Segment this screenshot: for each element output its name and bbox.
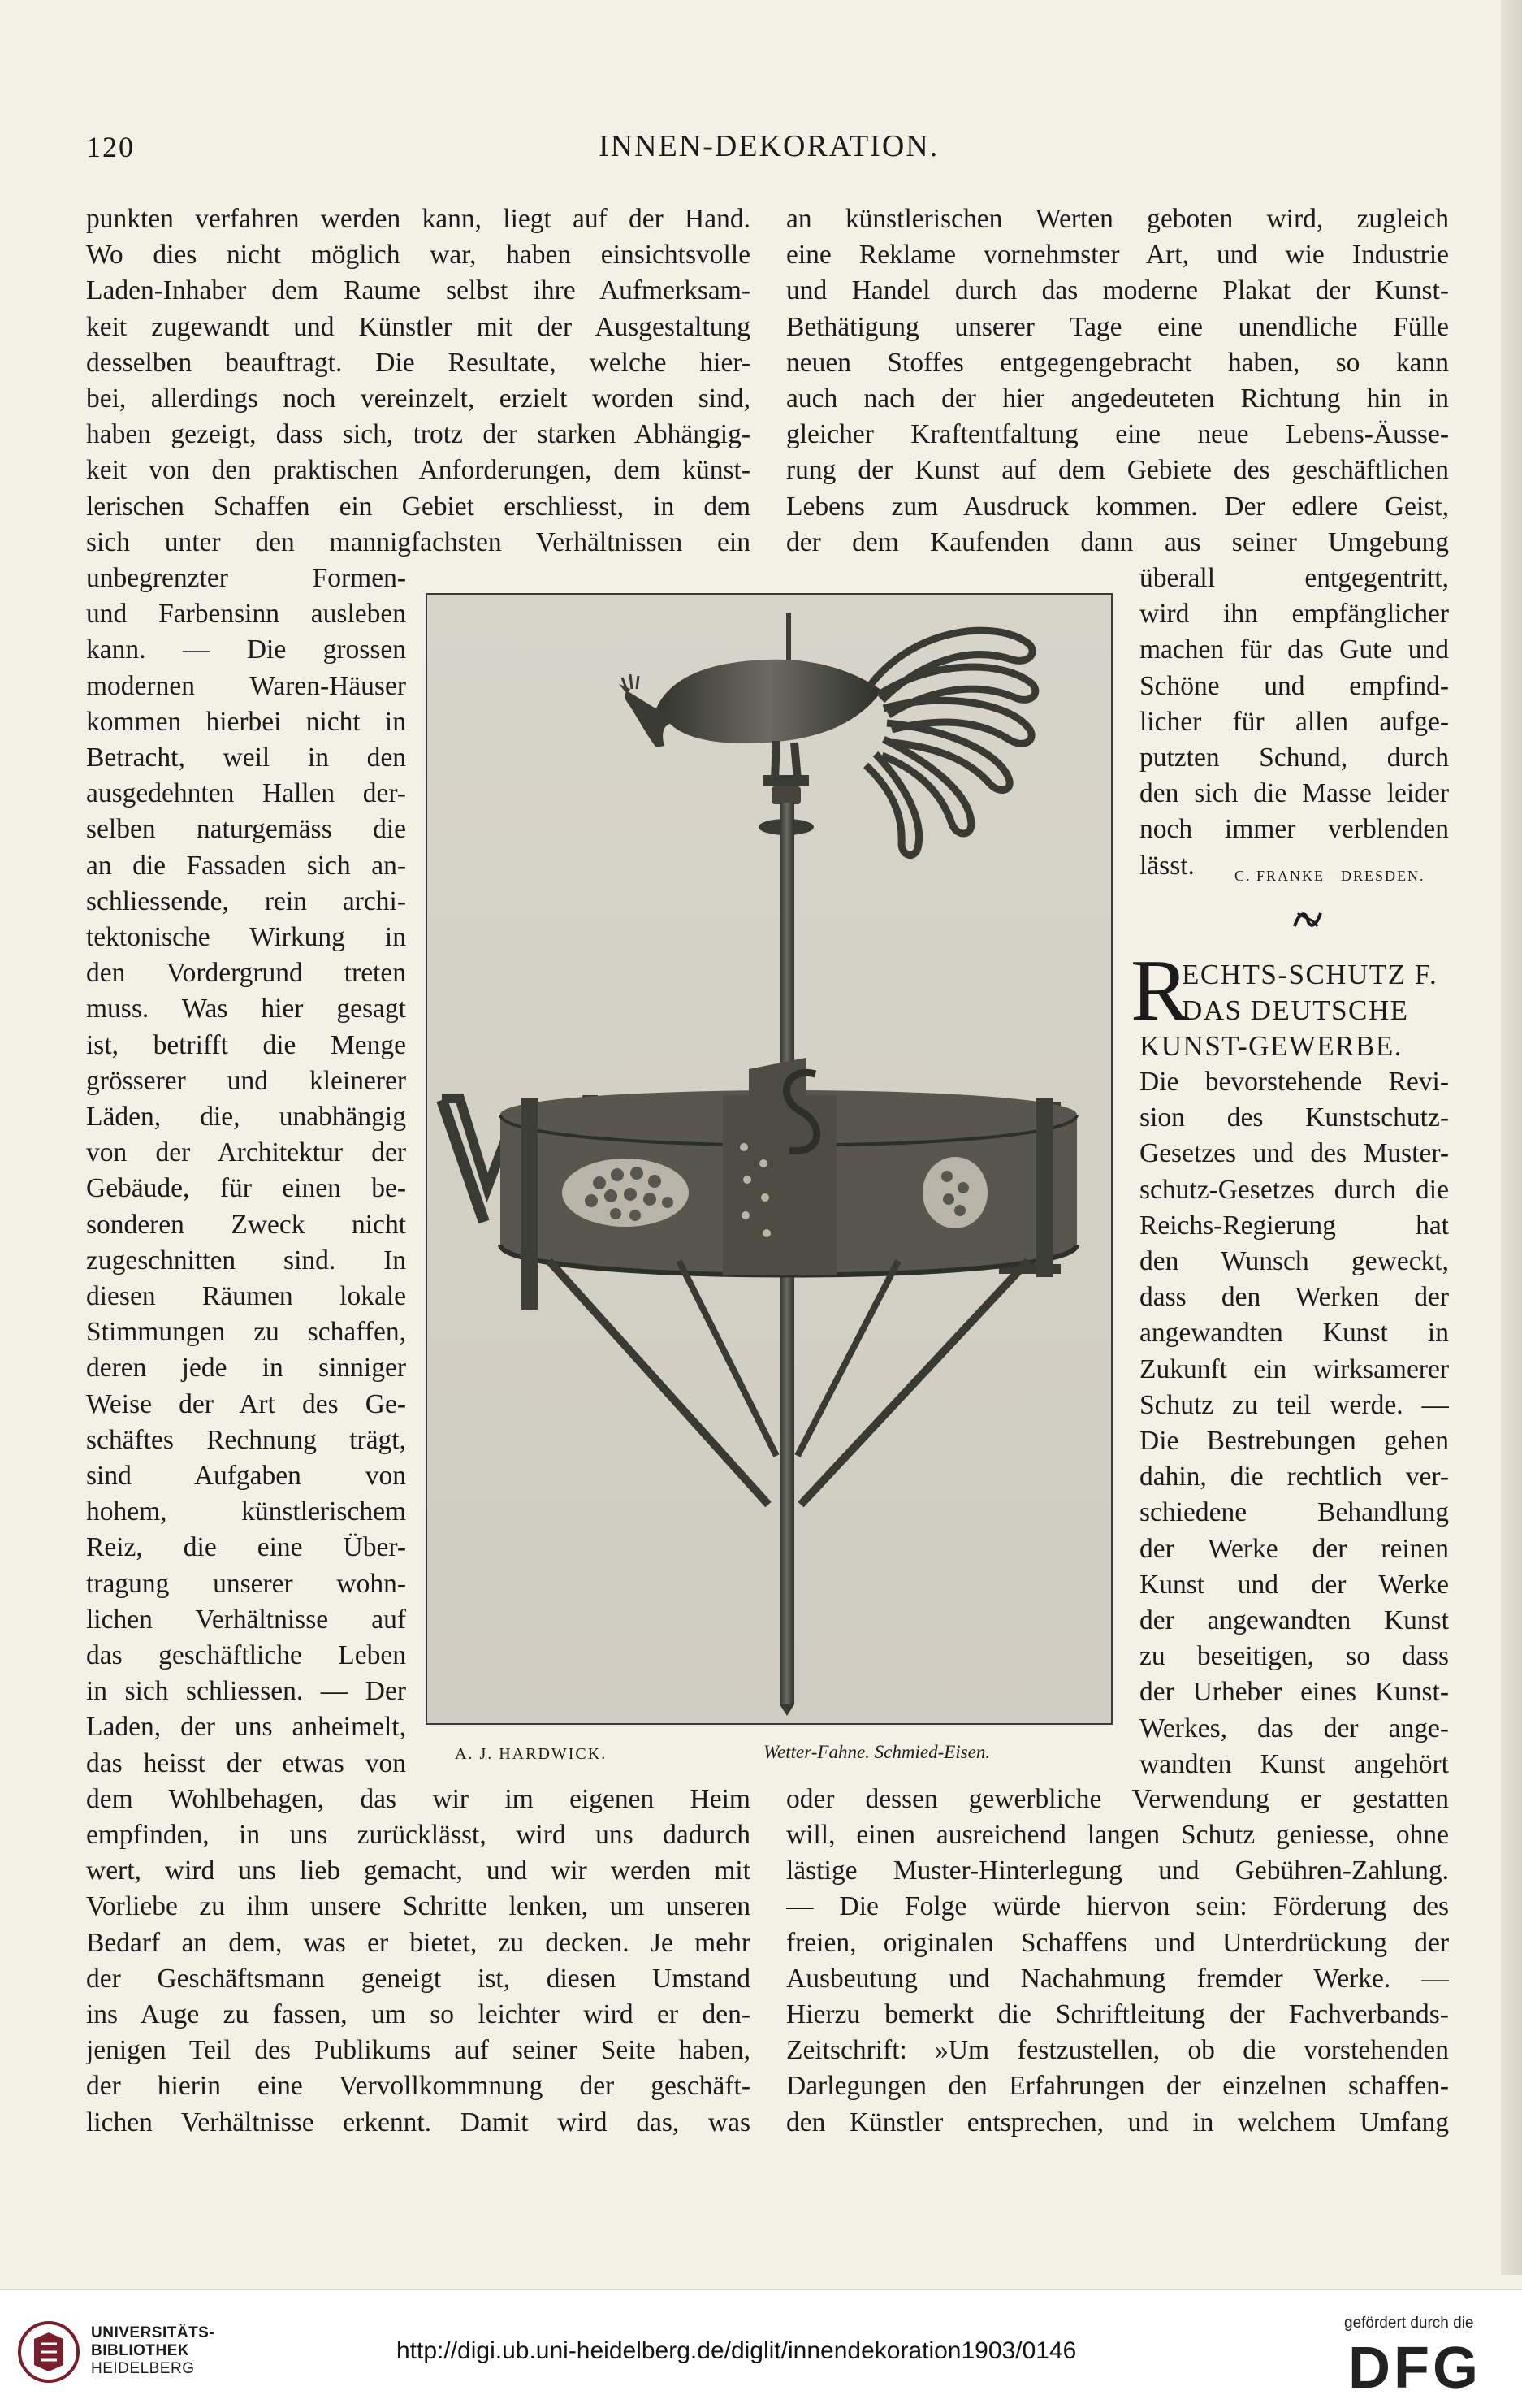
text-line: tragung unserer wohn- (86, 1568, 406, 1599)
text-line: den Wunsch geweckt, (1139, 1246, 1449, 1276)
text-line: empfinden, in uns zurücklässt, wird uns dadurch (86, 1820, 750, 1850)
text-line: überall entgegentritt, (1139, 563, 1449, 593)
text-line: an die Fassaden sich an- (86, 850, 406, 881)
dfg-logo: DFG (1348, 2336, 1481, 2401)
text-line: diesen Räumen lokale (86, 1281, 406, 1311)
text-line: Darlegungen den Erfahrungen der einzelnen schaffen- (786, 2071, 1449, 2102)
text-line: Gesetzes und des Muster- (1139, 1138, 1449, 1169)
weathervane-illustration (427, 595, 1113, 1725)
text-line: Wo dies nicht möglich war, haben einsichtsvolle (86, 240, 750, 271)
text-line: auch nach der hier angedeuteten Richtung hin in (786, 383, 1449, 414)
text-line: lässt. (1139, 850, 1195, 881)
text-line: Reiz, die eine Über- (86, 1532, 406, 1563)
text-line: Laden-Inhaber dem Raume selbst ihre Aufmerksam- (86, 275, 750, 306)
text-line: Betracht, weil in den (86, 743, 406, 773)
text-line: angewandten Kunst in (1139, 1318, 1449, 1349)
text-line: zugeschnitten sind. In (86, 1245, 406, 1275)
digitization-footer (0, 2289, 1522, 2408)
text-line: dem Wohlbehagen, das wir im eigenen Heim (86, 1783, 750, 1814)
text-line: Läden, die, unabhängig (86, 1102, 406, 1132)
library-line-3: HEIDELBERG (91, 2360, 195, 2377)
text-line: gleicher Kraftentfaltung eine neue Lebens-Äusse- (786, 419, 1449, 450)
text-line: der angewandten Kunst (1139, 1605, 1449, 1635)
text-line: das heisst der etwas von (86, 1748, 406, 1778)
text-line: der Werke der reinen (1139, 1533, 1449, 1564)
headline-line-2: DAS DEUTSCHE (1182, 994, 1409, 1026)
text-line: den Künstler entsprechen, und in welchem Umfang (786, 2107, 1449, 2137)
text-line: schutz-Gesetzes durch die (1139, 1174, 1449, 1205)
text-line: machen für das Gute und (1139, 634, 1449, 665)
figure-artist: A. J. HARDWICK. (455, 1745, 608, 1763)
text-line: ist, betrifft die Menge (86, 1029, 406, 1060)
text-line: putzten Schund, durch (1139, 743, 1449, 773)
text-line: das geschäftliche Leben (86, 1640, 406, 1670)
text-line: oder dessen gewerbliche Verwendung er gestatten (786, 1783, 1449, 1814)
library-line-1: UNIVERSITÄTS- (91, 2324, 215, 2341)
text-line: Vorliebe zu ihm unsere Schritte lenken, um unseren (86, 1891, 750, 1922)
text-line: ins Auge zu fassen, um so leichter wird er den- (86, 1999, 750, 2029)
text-line: kann. — Die grossen (86, 634, 406, 665)
text-line: jenigen Teil des Publikums auf seiner Seite haben, (86, 2035, 750, 2066)
text-line: zu beseitigen, so dass (1139, 1641, 1449, 1672)
text-line: lichen Verhältnisse auf (86, 1604, 406, 1635)
text-line: keit von den praktischen Anforderungen, dem künst- (86, 455, 750, 486)
text-line: — Die Folge würde hiervon sein: Förderung des (786, 1891, 1449, 1922)
text-line: will, einen ausreichend langen Schutz geniesse, ohne (786, 1820, 1449, 1850)
headline-line-3: KUNST-GEWERBE. (1139, 1030, 1403, 1062)
text-line: haben gezeigt, dass sich, trotz der starken Abhängig- (86, 419, 750, 450)
text-line: modernen Waren-Häuser (86, 670, 406, 701)
text-line: an künstlerischen Werten geboten wird, zugleich (786, 204, 1449, 234)
text-line: sonderen Zweck nicht (86, 1209, 406, 1240)
text-line: den sich die Masse leider (1139, 778, 1449, 809)
text-line: dass den Werken der (1139, 1282, 1449, 1313)
headline-line-1: ECHTS-SCHUTZ F. (1182, 959, 1438, 990)
text-line: lästige Muster-Hinterlegung und Gebühren-Zahlung. (786, 1856, 1449, 1886)
text-line: Reichs-Regierung hat (1139, 1210, 1449, 1241)
text-line: muss. Was hier gesagt (86, 994, 406, 1024)
text-line: eine Reklame vornehmster Art, und wie Industrie (786, 240, 1449, 271)
text-line: schäftes Rechnung trägt, (86, 1424, 406, 1455)
running-title: INNEN-DEKORATION. (599, 129, 940, 163)
text-line: Gebäude, für einen be- (86, 1173, 406, 1204)
source-url-link[interactable]: http://digi.ub.uni-heidelberg.de/diglit/innendekoration1903/0146 (396, 2337, 1077, 2364)
text-line: den Vordergrund treten (86, 958, 406, 989)
text-line: der Geschäftsmann geneigt ist, diesen Umstand (86, 1963, 750, 1994)
text-line: kommen hierbei nicht in (86, 706, 406, 737)
text-line: Die Bestrebungen gehen (1139, 1426, 1449, 1456)
text-line: Laden, der uns anheimelt, (86, 1712, 406, 1743)
text-line: neuen Stoffes entgegengebracht haben, so kann (786, 347, 1449, 378)
text-line: sich unter den mannigfachsten Verhältnissen ein (86, 526, 750, 557)
text-line: sion des Kunstschutz- (1139, 1102, 1449, 1133)
text-line: und Farbensinn ausleben (86, 599, 406, 630)
text-line: Zeitschrift: »Um festzustellen, ob die vorstehenden (786, 2035, 1449, 2066)
author-credit: C. FRANKE—DRESDEN. (1234, 868, 1425, 884)
page-number: 120 (86, 131, 135, 163)
text-line: Kunst und der Werke (1139, 1569, 1449, 1600)
text-line: keit zugewandt und Künstler mit der Ausgestaltung (86, 311, 750, 342)
text-line: noch immer verblenden (1139, 814, 1449, 845)
text-line: Lebens zum Ausdruck kommen. Der edlere Geist, (786, 491, 1449, 522)
text-line: freien, originalen Schaffens und Unterdrückung der (786, 1927, 1449, 1958)
text-line: deren jede in sinniger (86, 1353, 406, 1384)
page-edge (1501, 0, 1522, 2275)
text-line: dahin, die rechtlich ver- (1139, 1462, 1449, 1492)
text-line: von der Architektur der (86, 1137, 406, 1168)
text-line: desselben beauftragt. Die Resultate, welche hier- (86, 347, 750, 378)
text-line: Weise der Art des Ge- (86, 1388, 406, 1419)
text-line: sind Aufgaben von (86, 1461, 406, 1491)
text-line: wandten Kunst angehört (1139, 1748, 1449, 1779)
text-line: Schöne und empfind- (1139, 670, 1449, 701)
text-line: lerischen Schaffen ein Gebiet erschliesst, in dem (86, 491, 750, 522)
text-line: bei, allerdings noch vereinzelt, erzielt worden sind, (86, 383, 750, 414)
text-line: wert, wird uns lieb gemacht, und wir werden mit (86, 1856, 750, 1886)
text-line: der hierin eine Vervollkommnung der geschäft- (86, 2071, 750, 2102)
text-line: hohem, künstlerischem (86, 1496, 406, 1527)
headline-initial: R (1131, 942, 1190, 1039)
library-name (91, 2324, 214, 2378)
text-line: Bethätigung unserer Tage eine unendliche Fülle (786, 311, 1449, 342)
text-line: selben naturgemäss die (86, 814, 406, 845)
text-line: schliessende, rein archi- (86, 886, 406, 916)
text-line: und Handel durch das moderne Plakat der Kunst- (786, 275, 1449, 306)
text-line: licher für allen aufge- (1139, 706, 1449, 737)
text-line: Schutz zu teil werde. — (1139, 1389, 1449, 1420)
text-line: grösserer und kleinerer (86, 1065, 406, 1096)
text-line: schiedene Behandlung (1139, 1497, 1449, 1528)
text-line: Bedarf an dem, was er bietet, zu decken. Je mehr (86, 1927, 750, 1958)
figure-caption: Wetter-Fahne. Schmied-Eisen. (763, 1742, 991, 1762)
weathervane-figure (426, 593, 1113, 1725)
text-line: tektonische Wirkung in (86, 922, 406, 952)
text-line: Werkes, das der ange- (1139, 1713, 1449, 1743)
text-line: der Urheber eines Kunst- (1139, 1677, 1449, 1708)
text-line: in sich schliessen. — Der (86, 1676, 406, 1707)
text-line: Hierzu bemerkt die Schriftleitung der Fachverbands- (786, 1999, 1449, 2029)
text-line: lichen Verhältnisse erkennt. Damit wird das, was (86, 2107, 750, 2137)
text-line: Stimmungen zu schaffen, (86, 1317, 406, 1348)
text-line: rung der Kunst auf dem Gebiete des geschäftlichen (786, 455, 1449, 486)
library-line-2: BIBLIOTHEK (91, 2342, 190, 2359)
text-line: Die bevorstehende Revi- (1139, 1067, 1449, 1097)
text-line: punkten verfahren werden kann, liegt auf der Hand. (86, 204, 750, 234)
text-line: der dem Kaufenden dann aus seiner Umgebung (786, 526, 1449, 557)
section-ornament-icon (1291, 908, 1324, 931)
text-line: ausgedehnten Hallen der- (86, 778, 406, 809)
text-line: Zukunft ein wirksamerer (1139, 1353, 1449, 1384)
university-seal-icon (16, 2319, 81, 2384)
text-line: Ausbeutung und Nachahmung fremder Werke. — (786, 1963, 1449, 1994)
funder-label: gefördert durch die (1344, 2315, 1474, 2332)
text-line: unbegrenzter Formen- (86, 563, 406, 593)
text-line: wird ihn empfänglicher (1139, 599, 1449, 630)
